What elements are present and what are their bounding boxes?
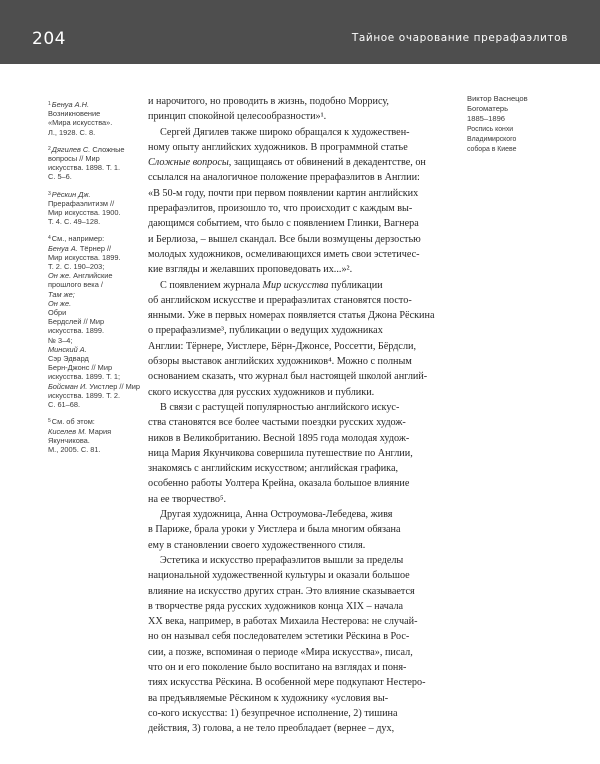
footnote-line — [48, 317, 138, 326]
caption-title: Богоматерь — [467, 104, 509, 114]
caption-desc-line: Владимирского — [467, 135, 517, 143]
footnote-line — [48, 163, 138, 172]
text-line: XX века, например, в работах Михаила Нестерова: не случай- — [148, 616, 418, 628]
footnote-fragment: Английские — [71, 271, 113, 281]
footnote-fragment: Уистлер // Мир — [87, 381, 140, 391]
text-line: Сергей Дягилев также широко обращался к художествен- — [160, 126, 410, 138]
text-line: и нарочитого, но проводить в жизнь, подобно Моррису, — [148, 96, 389, 107]
footnote-fragment: Возникновение — [48, 109, 101, 119]
illustration-caption — [467, 94, 577, 155]
footnote-fragment: Сложные — [90, 144, 125, 154]
footnote-fragment: вопросы // Мир — [48, 154, 100, 164]
text-line: со-кого искусства: 1) безупречное исполнение, 2) тишина — [148, 707, 398, 719]
text-line: ссылался на аналогичное положение прерафаэлитов в Англии: — [148, 172, 420, 184]
footnote-line — [48, 354, 138, 363]
text-line: молодых художников, осмеливающихся иметь свои эстетичес- — [148, 248, 420, 260]
footnote-fragment: Он же. — [48, 298, 72, 308]
footnote-fragment: С. 5–6. — [48, 172, 72, 182]
footnote-line — [48, 208, 138, 217]
caption-desc-line: Роспись конхи — [467, 125, 514, 133]
text-line — [148, 155, 436, 170]
text-line: в творчестве ряда русских художников конца XIX – начала — [148, 600, 404, 612]
text-line: о прерафаэлизме³, публикации о ведущих художниках — [148, 325, 383, 337]
text-line: Другая художница, Анна Остроумова-Лебедева, живя — [160, 509, 393, 521]
running-title: Тайное очарование прерафаэлитов — [351, 32, 568, 44]
text-line: «В 50-м году, почти при первом появлении картин английских — [148, 187, 419, 199]
caption-years: 1885–1896 — [467, 114, 506, 124]
text-line: об английском искусстве и прерафаэлитах становятся посто- — [148, 294, 412, 306]
footnote-line — [48, 234, 138, 243]
footnote-1 — [48, 100, 138, 137]
footnote-fragment: «Мира искусства». — [48, 118, 113, 128]
footnote-line — [48, 172, 138, 181]
footnote-fragment: Бердслей // Мир — [48, 317, 105, 327]
footnote-line — [48, 290, 138, 299]
text-line: кие взгляды и желавших проповедовать их...»². — [148, 264, 353, 276]
text-run-italic: Мир искусства — [262, 279, 329, 291]
text-line: тиях искусства Рёскина. В особенной мере подкупают Нестеро- — [148, 677, 426, 689]
text-line: дающимся событием, что было с появлением Глинки, Вагнера — [148, 218, 419, 230]
text-line: ства становятся все более частыми поездки русских худож- — [148, 417, 406, 429]
text-line: ному опыту английских художников. В программной статье — [148, 141, 408, 153]
footnote-line — [48, 363, 138, 372]
text-line: особенно работы Уолтера Крейна, оказала большое влияние — [148, 478, 410, 490]
footnote-line — [48, 308, 138, 317]
text-line: на ее творчество⁵. — [148, 493, 227, 505]
text-line: и Берлиоза, – вышел скандал. Все были возмущены дерзостью — [148, 233, 421, 245]
footnote-5 — [48, 417, 138, 454]
page-number: 204 — [32, 29, 66, 49]
footnote-fragment: искусства. 1899. — [48, 326, 105, 336]
footnote-line — [48, 190, 138, 199]
footnote-line — [48, 280, 138, 289]
footnote-fragment: искусства. 1898. Т. 1. — [48, 163, 121, 173]
header-divider — [0, 63, 600, 64]
footnote-line — [48, 244, 138, 253]
footnote-fragment: Обри — [48, 308, 67, 318]
footnote-line — [48, 199, 138, 208]
text-line: основанием сказать, что журнал был настоящей школой англий- — [148, 371, 428, 383]
footnote-fragment: М., 2005. С. 81. — [48, 444, 101, 454]
text-line: влияние на искусство других стран. Это влияние сказывается — [148, 585, 415, 597]
footnote-fragment: прошлого века / — [48, 280, 103, 290]
footnote-line — [48, 436, 138, 445]
footnote-number: 5 — [48, 418, 51, 425]
footnote-fragment: Бойсман И. — [48, 381, 88, 391]
text-run-italic: Сложные вопросы — [148, 157, 229, 169]
text-line: принцип спокойной целесообразности»¹. — [148, 111, 327, 123]
text-line: действия, 3) голова, а не тело преобладает (вернее – дух, — [148, 723, 395, 735]
footnote-fragment: Минский А. — [48, 344, 87, 354]
footnote-number: 4 — [48, 235, 51, 242]
footnote-line — [48, 262, 138, 271]
text-line: ница Мария Якунчикова совершила путешествие по Англии, — [148, 447, 413, 459]
footnote-fragment: № 3–4; — [48, 335, 73, 345]
caption-desc-line: собора в Киеве — [467, 145, 517, 153]
footnote-line — [48, 345, 138, 354]
footnote-fragment: Сэр Эдвард — [48, 354, 89, 364]
footnote-fragment: Там же; — [48, 289, 75, 299]
footnote-fragment: Якунчикова. — [48, 435, 90, 445]
footnote-line — [48, 118, 138, 127]
footnote-line — [48, 145, 138, 154]
footnote-fragment: Мир искусства. 1900. — [48, 208, 121, 218]
footnote-line — [48, 271, 138, 280]
footnote-line — [48, 336, 138, 345]
text-line: янными. Уже в первых номерах появляется статья Джона Рёскина — [148, 310, 435, 322]
footnote-fragment: Киселев М. — [48, 426, 87, 436]
text-line: знакомясь с английским искусством; английская графика, — [148, 463, 399, 475]
text-run: С появлением журнала — [160, 279, 263, 291]
footnote-line — [48, 382, 138, 391]
text-line: ского искусства для русских художников и публики. — [148, 386, 375, 398]
footnotes-column — [48, 100, 138, 462]
main-text — [148, 94, 436, 736]
footnote-line — [48, 417, 138, 426]
footnote-fragment: Дягилев С. — [51, 144, 91, 154]
footnote-fragment: искусства. 1899. Т. 2. — [48, 390, 121, 400]
footnote-line — [48, 100, 138, 109]
footnote-line — [48, 154, 138, 163]
footnote-line — [48, 253, 138, 262]
footnote-fragment: Берн-Джонс // Мир — [48, 363, 113, 373]
footnote-2 — [48, 145, 138, 182]
footnote-4 — [48, 234, 138, 409]
footnote-line — [48, 427, 138, 436]
text-line: но он называл себя последователем эстетики Рёскина в Рос- — [148, 631, 410, 643]
footnote-line — [48, 391, 138, 400]
text-run: , защищаясь от обвинений в декадентстве, он — [228, 157, 426, 169]
footnote-fragment: Бенуа А.Н. — [51, 100, 90, 109]
footnote-fragment: Т. 2. С. 190–203; — [48, 262, 105, 272]
footnote-line — [48, 326, 138, 335]
footnote-line — [48, 445, 138, 454]
footnote-line — [48, 217, 138, 226]
text-run: публикации — [328, 279, 383, 291]
footnote-line — [48, 400, 138, 409]
footnote-fragment: искусства. 1899. Т. 1; — [48, 372, 121, 382]
text-line: прерафаэлитов, произошло то, что происходит с каждым вы- — [148, 203, 413, 215]
footnote-line — [48, 372, 138, 381]
footnote-3 — [48, 190, 138, 227]
footnote-fragment: Мир искусства. 1899. — [48, 252, 121, 262]
footnote-fragment: Бенуа А. — [48, 243, 78, 253]
text-line: сии, а позже, вспоминая о периоде «Мира искусства», писал, — [148, 646, 413, 658]
caption-artist: Виктор Васнецов — [467, 94, 528, 103]
text-line: национальной художественной культуры и оказали большое — [148, 570, 410, 582]
text-line — [148, 278, 436, 293]
footnote-number: 2 — [48, 145, 51, 152]
text-line: ников в Великобританию. Весной 1895 года молодая худож- — [148, 432, 410, 444]
footnote-fragment: Т. 4. С. 49–128. — [48, 217, 101, 227]
footnote-fragment: См., например: — [51, 234, 105, 244]
footnote-fragment: Мария — [86, 426, 112, 436]
footnote-line — [48, 128, 138, 137]
text-line: что он и его поколение было воспитано на взглядах и поня- — [148, 661, 407, 673]
footnote-number: 1 — [48, 101, 51, 107]
text-line: в Париже, брала уроки у Уистлера и была многим обязана — [148, 524, 401, 536]
footnote-fragment: Прерафаэлитизм // — [48, 198, 115, 208]
text-line: Англии: Тёрнере, Уистлере, Бёрн-Джонсе, Россетти, Бёрдсли, — [148, 340, 417, 352]
footnote-number: 3 — [48, 190, 51, 197]
footnote-line — [48, 109, 138, 118]
footnote-fragment: См. об этом: — [51, 417, 95, 427]
text-line: В связи с растущей популярностью английского искус- — [160, 401, 400, 413]
text-line: ва предъявляемые Рёскином к художнику «условия вы- — [148, 692, 389, 704]
text-line: Эстетика и искусство прерафаэлитов вышли за пределы — [160, 554, 404, 566]
footnote-fragment: С. 61–68. — [48, 400, 81, 410]
text-line: обзоры выставок английских художников⁴. Можно с полным — [148, 356, 412, 368]
footnote-fragment: Тёрнер // — [77, 243, 112, 253]
footnote-fragment: Л., 1928. С. 8. — [48, 127, 96, 137]
footnote-line — [48, 299, 138, 308]
footnote-fragment: Рёскин Дж. — [51, 189, 91, 199]
footnote-fragment: Он же. — [48, 271, 72, 281]
text-line: ему в становлении своего художественного стиля. — [148, 539, 366, 551]
